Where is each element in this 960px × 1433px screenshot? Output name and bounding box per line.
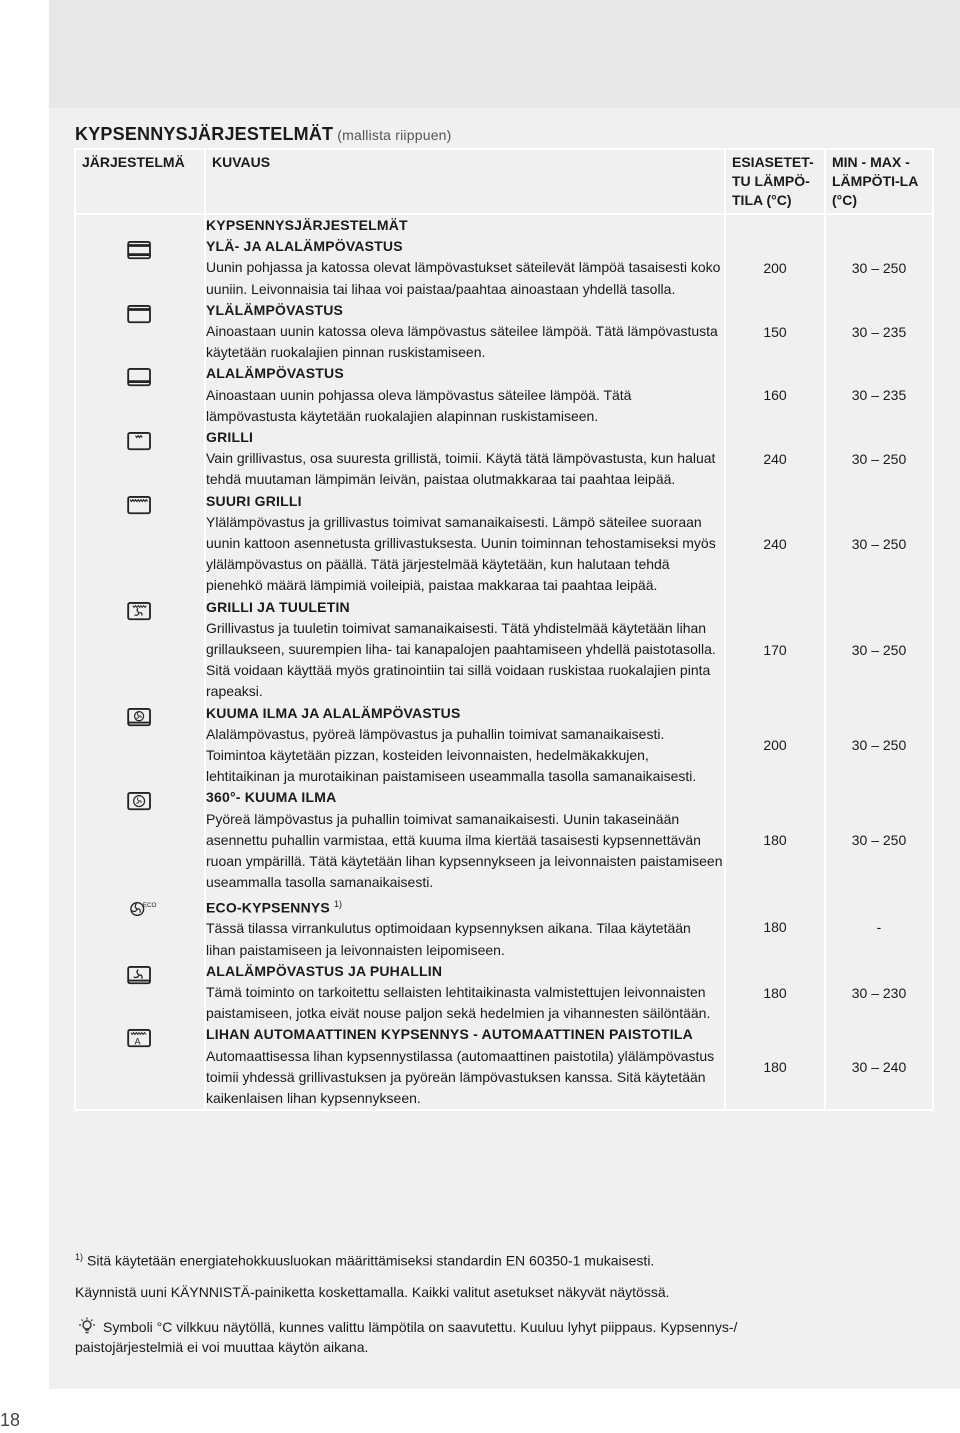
- tip-text: Symboli °C vilkkuu näytöllä, kunnes valittu lämpötila on saavutettu. Kuuluu lyhyt piippaus. Kypsennys-/ paistojärjestelmiä ei voi muuttaa käytön aikana.: [75, 1319, 738, 1355]
- temp-range-value: -: [876, 919, 882, 936]
- system-description: Tässä tilassa virrankulutus optimoidaan kypsennyksen aikana. Tilaa käytetään lihan paistamiseen ja leivonnaisten leipomiseen.: [206, 920, 691, 958]
- temp-range-value: 30 – 250: [851, 737, 907, 754]
- system-description: Vain grillivastus, osa suuresta grillistä, toimii. Käytä tätä lämpövastusta, kun haluat tehdä muutaman lämpimän leivän, paistaa olutmakkaraa tai paahtaa leipää.: [206, 450, 716, 488]
- system-row: [206, 300, 724, 364]
- system-row: [206, 961, 724, 1025]
- page-heading: [75, 124, 452, 145]
- cooking-systems-table: [74, 148, 934, 1111]
- default-temp-value: 200: [763, 260, 787, 276]
- default-temp-value: 170: [763, 641, 787, 658]
- temp-range-value: 30 – 250: [851, 450, 907, 467]
- temp-range-value: 30 – 250: [851, 260, 907, 276]
- footnote-ref: 1): [333, 898, 342, 909]
- system-icons-column: [75, 214, 205, 1110]
- description-column: [205, 214, 725, 1110]
- temp-range-value: 30 – 230: [851, 984, 907, 1001]
- system-row: [206, 491, 724, 597]
- header-minmax-temp: MIN - MAX -LÄMPÖTI-LA (°C): [825, 149, 933, 214]
- temp-range-value: 30 – 250: [851, 832, 907, 849]
- grill-icon: [127, 432, 153, 452]
- bottom-heat-fan-icon: [127, 966, 153, 986]
- tip-note: [75, 1317, 835, 1357]
- svg-text:ECO: ECO: [142, 901, 157, 909]
- section-title: KYPSENNYSJÄRJESTELMÄT: [206, 217, 408, 233]
- temp-range-value: 30 – 250: [851, 535, 907, 552]
- system-description: Ainoastaan uunin katossa oleva lämpövastus säteilee lämpöä. Tätä lämpövastusta käytetään ruokalajien pinnan ruskistamiseen.: [206, 323, 718, 361]
- system-description: Uunin pohjassa ja katossa olevat lämpövastukset säteilevät lämpöä tasaisesti koko uuniin. Leivonnaisia tai lihaa voi paistaa/paahtaa ainoastaan yhdellä tasolla.: [206, 259, 721, 297]
- large-grill-icon: [127, 496, 153, 516]
- hot-air-360-icon: [127, 792, 153, 812]
- system-title: YLÄLÄMPÖVASTUS: [206, 301, 344, 318]
- system-title: 360°- KUUMA ILMA: [206, 789, 337, 806]
- system-title: GRILLI JA TUULETIN: [206, 598, 350, 615]
- default-temp-value: 160: [763, 387, 787, 404]
- system-description: Pyöreä lämpövastus ja puhallin toimivat samanaikaisesti. Uunin takaseinään asennettu puhallin varmistaa, että kuuma ilma kiertää tasaisesti kypsennettävän ruoan ympärillä. Tätä käytetään lihan kypsennykseen ja leivonnaisten paistamiseen useammalla tasolla samanaikaisesti.: [206, 810, 723, 891]
- system-description: Ainoastaan uunin pohjassa oleva lämpövastus säteilee lämpöä. Tätä lämpövastusta käytetään ruokalajien alapinnan ruskistamiseen.: [206, 386, 632, 424]
- footnote-1: [75, 1252, 654, 1269]
- system-description: Automaattisessa lihan kypsennystilassa (automaattinen paistotila) ylälämpövastus toimii yhdessä grillivastuksen ja pyöreän lämpövastuksen kanssa. Sitä käytetään kaikenlaisen lihan kypsennykseen.: [206, 1047, 715, 1106]
- bottom-heat-icon: [127, 368, 153, 388]
- lightbulb-icon: [75, 1317, 99, 1335]
- heading-title: KYPSENNYSJÄRJESTELMÄT: [75, 124, 334, 144]
- system-description: Tämä toiminto on tarkoitettu sellaisten lehtitaikinasta valmistettujen leivonnaisten paistamiseen, jotka eivät nouse paljon sekä hedelmien ja vihannesten säilöntään.: [206, 983, 711, 1022]
- top-bottom-heat-icon: [127, 241, 153, 261]
- grill-fan-icon: [127, 602, 153, 622]
- table-body-row: [75, 214, 933, 1110]
- default-temp-value: 200: [763, 737, 787, 754]
- system-title: SUURI GRILLI: [206, 492, 302, 509]
- footnote-mark: 1): [75, 1252, 84, 1262]
- system-title: ECO-KYPSENNYS: [206, 899, 330, 916]
- table-header-row: [75, 149, 933, 214]
- heading-subtitle: (mallista riippuen): [337, 127, 452, 143]
- start-instruction: Käynnistä uuni KÄYNNISTÄ-painiketta koskettamalla. Kaikki valitut asetukset näkyvät näytössä.: [75, 1284, 670, 1300]
- default-temp-value: 180: [763, 919, 787, 936]
- top-heat-icon: [127, 305, 153, 325]
- page-number: 18: [0, 1410, 21, 1430]
- system-title: ALALÄMPÖVASTUS: [206, 365, 344, 382]
- system-row: [206, 703, 724, 788]
- header-description: KUVAUS: [205, 149, 725, 214]
- system-title: LIHAN AUTOMAATTINEN KYPSENNYS - AUTOMAATTINEN PAISTOTILA: [206, 1026, 693, 1043]
- auto-meat-icon: [127, 1029, 153, 1049]
- temp-range-value: 30 – 240: [851, 1058, 907, 1075]
- system-row: [206, 894, 724, 961]
- header-default-temp: ESIASETET-TU LÄMPÖ-TILA (°C): [725, 149, 825, 214]
- default-temp-value: 180: [763, 832, 787, 849]
- system-description: Grillivastus ja tuuletin toimivat samanaikaisesti. Tätä yhdistelmää käytetään lihan grillaukseen, suurempien liha- tai kanapalojen paahtamiseen yhdellä paistotasolla. Sitä voidaan käyttää myös gratinointiin tai sillä voidaan ruskistaa ruokalajien pinta rapeaksi.: [206, 619, 716, 700]
- top-banner: [49, 0, 960, 108]
- system-title: KUUMA ILMA JA ALALÄMPÖVASTUS: [206, 704, 461, 721]
- footnote-text: Sitä käytetään energiatehokkuusluokan määrittämiseksi standardin EN 60350-1 mukaisesti.: [87, 1252, 655, 1269]
- system-title: YLÄ- JA ALALÄMPÖVASTUS: [206, 238, 403, 255]
- system-row: [206, 597, 724, 703]
- svg-text:A: A: [134, 1036, 141, 1047]
- default-temp-column: [725, 214, 825, 1110]
- default-temp-value: 180: [763, 1058, 787, 1075]
- default-temp-value: 240: [763, 535, 787, 552]
- temp-range-value: 30 – 250: [851, 641, 907, 658]
- temp-range-value: 30 – 235: [851, 387, 907, 404]
- system-row: [206, 236, 724, 300]
- system-row: [206, 787, 724, 893]
- default-temp-value: 150: [763, 323, 787, 340]
- minmax-temp-column: [825, 214, 933, 1110]
- system-title: GRILLI: [206, 429, 254, 446]
- system-description: Ylälämpövastus ja grillivastus toimivat samanaikaisesti. Lämpö säteilee suoraan uunin kattoon asennetusta grillivastuksesta. Uunin toiminnan tehostamiseksi myös ylälämpövastus on päällä. Tätä järjestelmää käytetään, kun halutaan tehdä pienehkö määrä lämpimiä voileipiä, paistaa makkaraa tai paahtaa leipää.: [206, 513, 716, 594]
- header-system: JÄRJESTELMÄ: [75, 149, 205, 214]
- hot-air-bottom-heat-icon: [127, 708, 153, 728]
- system-title: ALALÄMPÖVASTUS JA PUHALLIN: [206, 962, 443, 979]
- system-row: [206, 363, 724, 427]
- system-row: [206, 427, 724, 491]
- default-temp-value: 180: [763, 984, 787, 1001]
- system-description: Alalämpövastus, pyöreä lämpövastus ja puhallin toimivat samanaikaisesti. Toimintoa käytetään pizzan, kosteiden leivonnaisten, hedelmäkakkujen, lehtitaikinan ja murotaikinan paistamiseen useammalla tasolla samanaikaisesti.: [206, 725, 697, 785]
- temp-range-value: 30 – 235: [851, 323, 907, 340]
- eco-icon: [127, 899, 157, 919]
- system-row: [206, 1024, 724, 1109]
- default-temp-value: 240: [763, 450, 787, 467]
